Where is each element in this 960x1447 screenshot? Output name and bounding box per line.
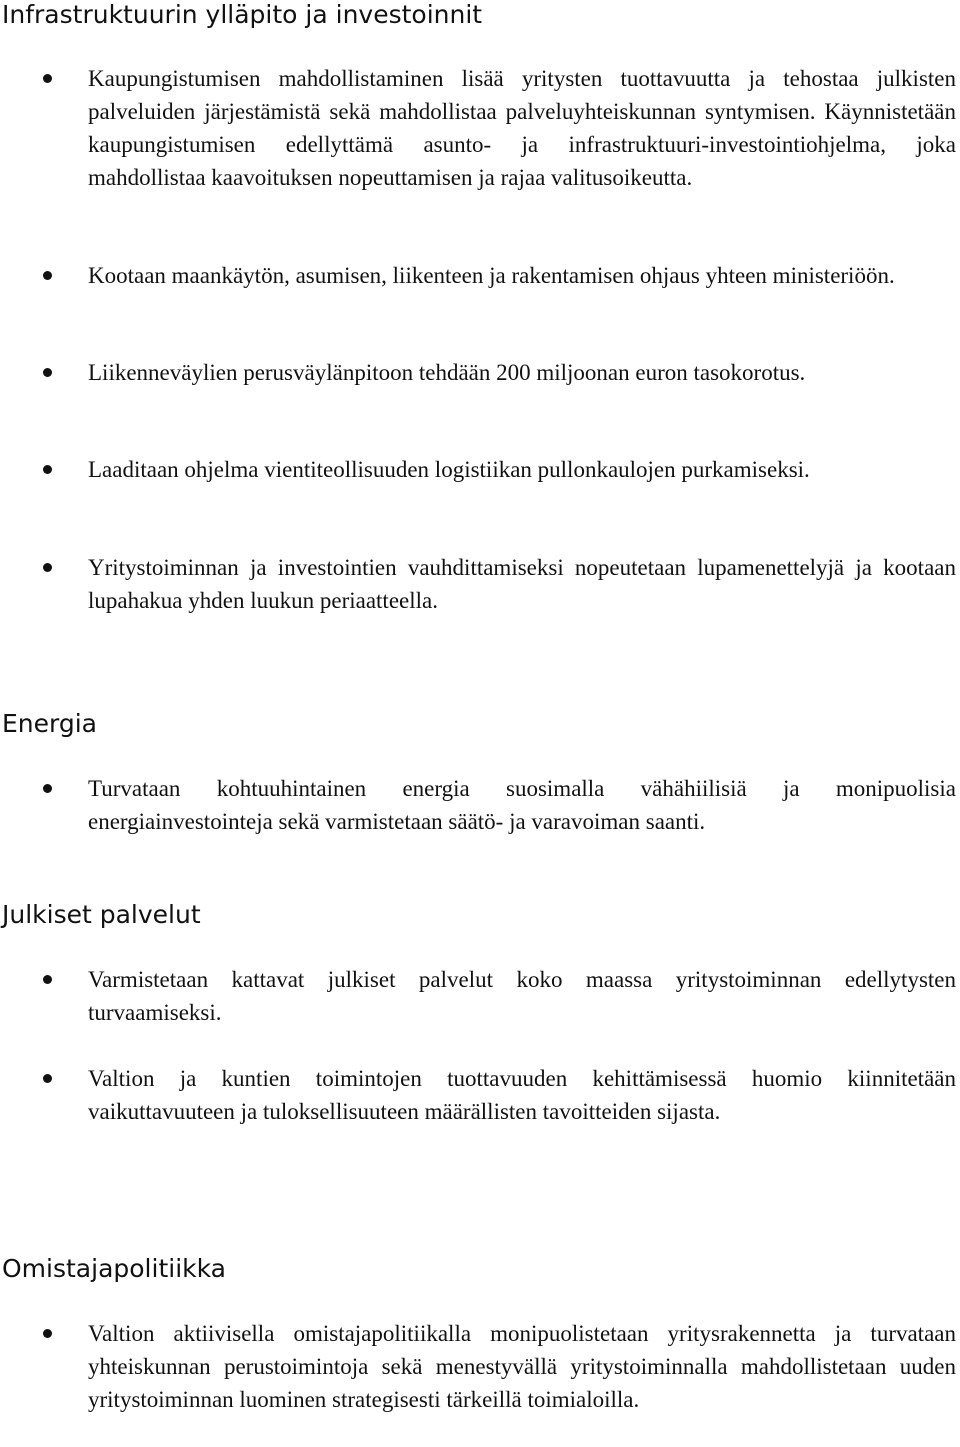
list-item-text: Valtion ja kuntien toimintojen tuottavuuden kehittämisessä huomio kiinnitetään vaikuttavuuteen ja tuloksellisuuteen määrällisten tavoitteiden sijasta. xyxy=(88,1066,956,1124)
list-item-text: Liikenneväylien perusväylänpitoon tehdään 200 miljoonan euron tasokorotus. xyxy=(88,360,806,385)
list-item-text: Turvataan kohtuuhintainen energia suosimalla vähähiilisiä ja monipuolisia energiainvestointeja sekä varmistetaan säätö- ja varavoiman saanti. xyxy=(88,776,956,834)
list-item-text: Varmistetaan kattavat julkiset palvelut koko maassa yritystoiminnan edellytysten turvaamiseksi. xyxy=(88,967,956,1025)
list-item-text: Yritystoiminnan ja investointien vauhdittamiseksi nopeutetaan lupamenettelyjä ja kootaan lupahakua yhden luukun periaatteella. xyxy=(88,555,956,613)
bullet-icon xyxy=(43,271,52,280)
bullet-icon xyxy=(43,563,52,572)
bullet-icon xyxy=(43,1329,52,1338)
bullet-icon xyxy=(43,368,52,377)
section-heading: Julkiset palvelut xyxy=(2,900,201,929)
section-heading: Infrastruktuurin ylläpito ja investoinnit xyxy=(2,0,483,29)
bullet-icon xyxy=(43,74,52,83)
list-item-text: Kaupungistumisen mahdollistaminen lisää yritysten tuottavuutta ja tehostaa julkisten palveluiden järjestämistä sekä mahdollistaa palveluyhteiskunnan syntymisen. Käynnistetään kaupungistumisen edellyttämä asunto- ja infrastruktuuri-investointiohjelma, joka mahdollistaa kaavoituksen nopeuttamisen ja rajaa valitusoikeutta. xyxy=(88,66,956,190)
bullet-icon xyxy=(43,465,52,474)
list-item-text: Kootaan maankäytön, asumisen, liikenteen ja rakentamisen ohjaus yhteen ministeriöön. xyxy=(88,263,895,288)
bullet-icon xyxy=(43,784,52,793)
section-heading: Energia xyxy=(2,709,97,738)
bullet-icon xyxy=(43,975,52,984)
section-heading: Omistajapolitiikka xyxy=(2,1254,226,1283)
list-item-text: Laaditaan ohjelma vientiteollisuuden logistiikan pullonkaulojen purkamiseksi. xyxy=(88,457,810,482)
bullet-icon xyxy=(43,1074,52,1083)
list-item-text: Valtion aktiivisella omistajapolitiikalla monipuolistetaan yritysrakennetta ja turvataan yhteiskunnan perustoimintoja sekä menestyvällä yritystoiminnalla mahdollistetaan uuden yritystoiminnan luominen strategisesti tärkeillä toimialoilla. xyxy=(88,1321,956,1412)
